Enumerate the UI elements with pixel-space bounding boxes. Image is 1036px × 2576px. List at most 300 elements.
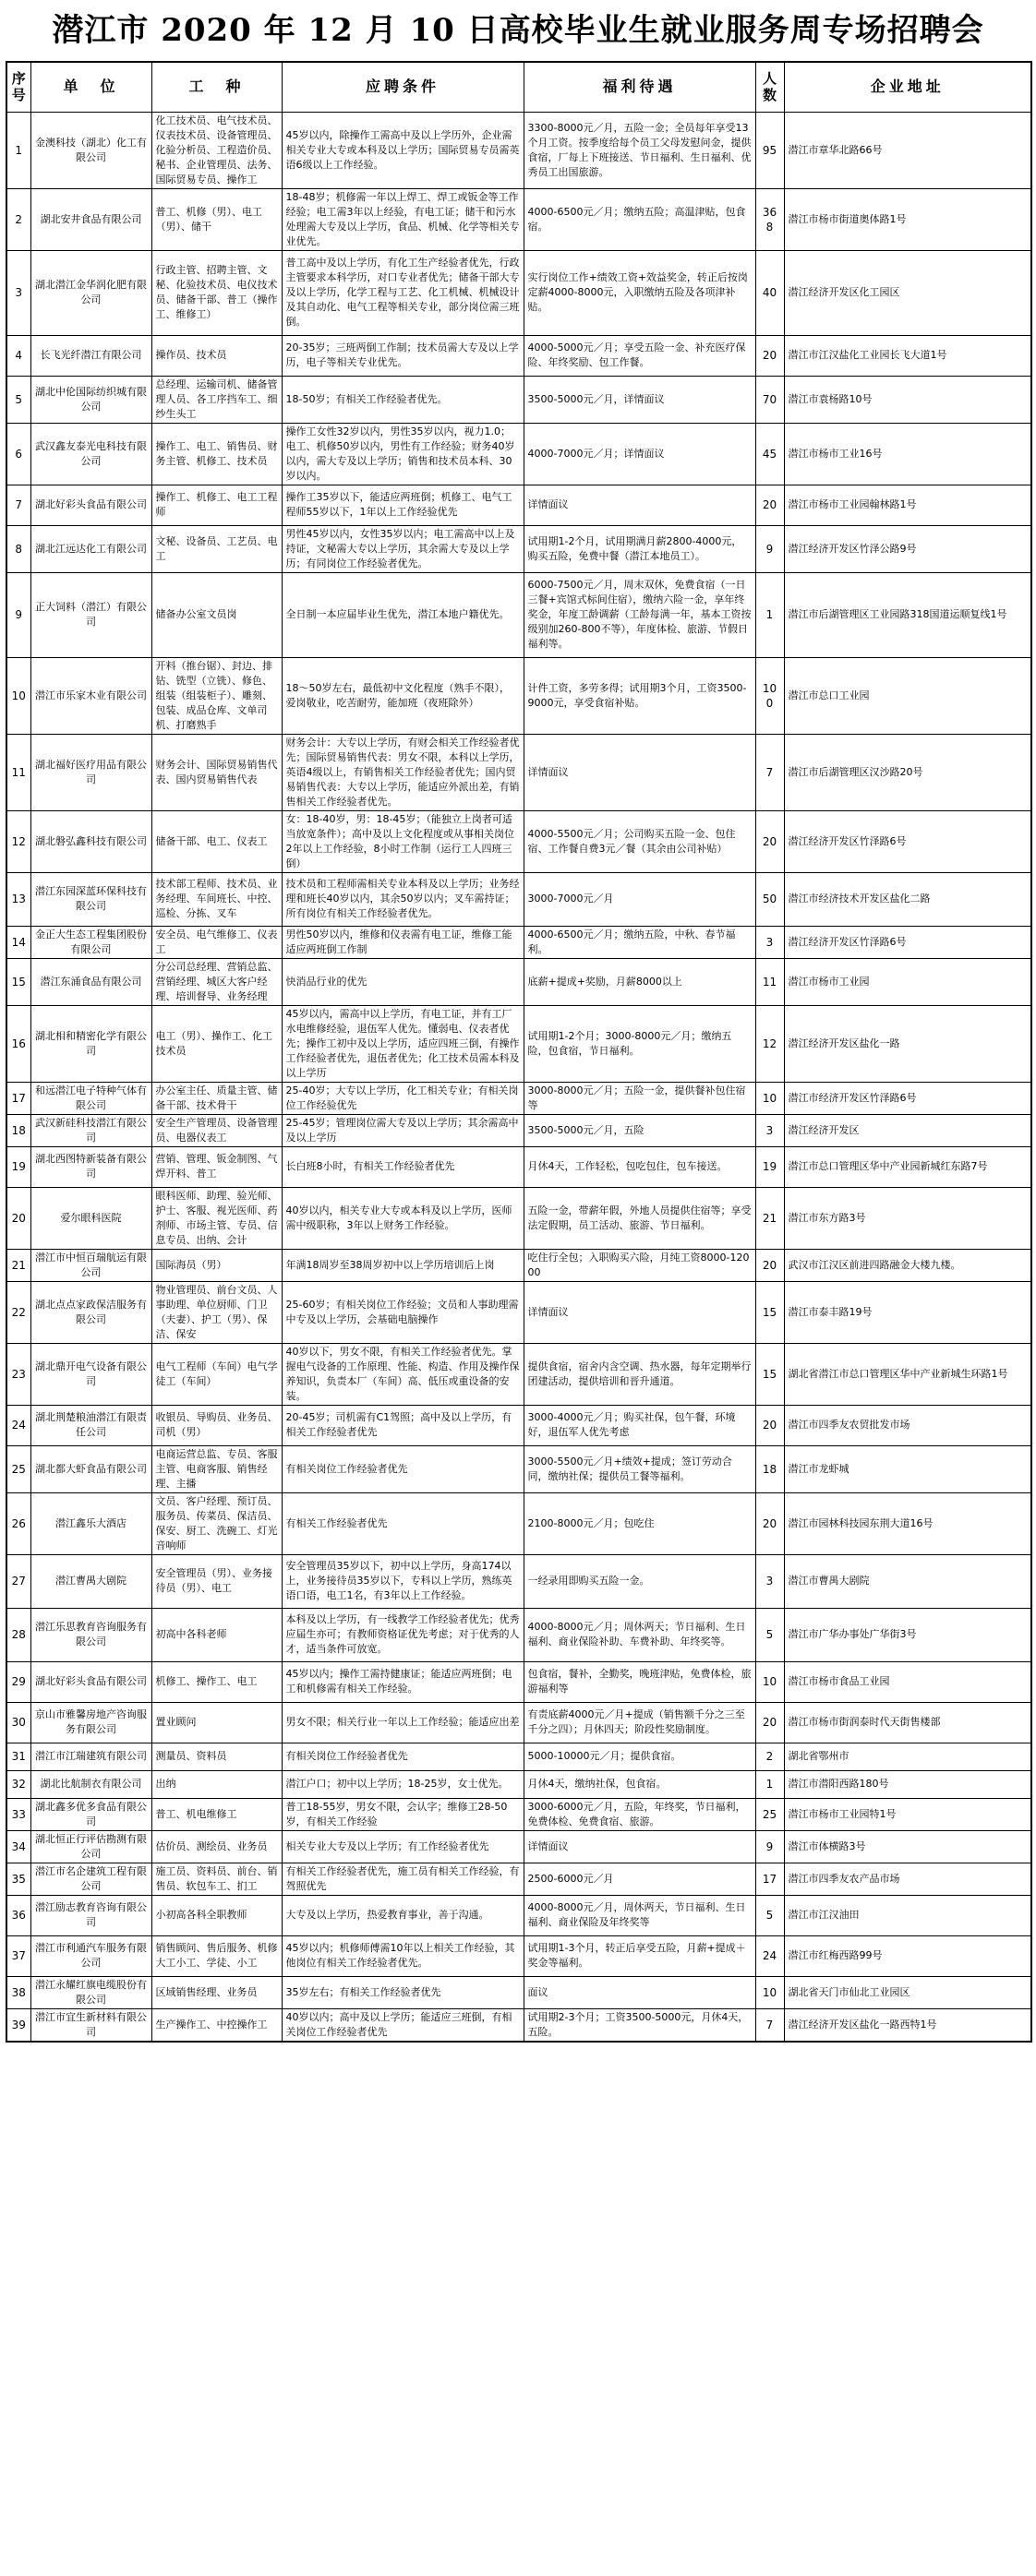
header-count: 人数 — [755, 62, 784, 112]
table-row — [6, 188, 1031, 250]
table-cell-no: 39 — [6, 2008, 30, 2042]
table-cell-count: 3 — [755, 926, 784, 958]
table-cell-no: 2 — [6, 188, 30, 250]
table-row — [6, 1187, 1031, 1249]
table-cell-no: 31 — [6, 1743, 30, 1770]
table-cell-benefits: 试用期1-3个月，转正后享受五险，月薪+提成＋奖金等福利。 — [524, 1935, 755, 1976]
table-cell-jobs: 操作工、机修工、电工工程师 — [151, 485, 282, 525]
table-cell-count: 3 — [755, 1554, 784, 1608]
table-cell-requirements: 18～50岁左右，最低初中文化程度（熟手不限），爱岗敬业，吃苦耐劳，能加班（夜班除外） — [282, 657, 524, 734]
table-cell-jobs: 销售顾问、售后服务、机修大工小工、学徒、小工 — [151, 1935, 282, 1976]
table-row — [6, 1405, 1031, 1445]
table-row — [6, 572, 1031, 657]
table-cell-company: 潜江永耀红旗电缆股份有限公司 — [30, 1976, 151, 2008]
table-cell-count: 5 — [755, 1895, 784, 1935]
table-cell-benefits: 吃住行全包；入职购买六险，月纯工资8000-12000 — [524, 1249, 755, 1281]
table-cell-no: 9 — [6, 572, 30, 657]
table-row — [6, 376, 1031, 423]
table-cell-requirements: 财务会计：大专以上学历，有财会相关工作经验者优先；国际贸易销售代表：男女不限，本科以上学历，英语4级以上，有销售相关工作经验者优先；国内贸易销售代表：大专以上学历，能适应外派出差，有销售相关工作经验者优先。 — [282, 734, 524, 810]
table-cell-requirements: 有相关工作经验者优先，施工员有相关工作经验，有驾照优先 — [282, 1863, 524, 1895]
table-cell-count: 3 — [755, 1114, 784, 1146]
table-cell-jobs: 安全员、电气维修工、仪表工 — [151, 926, 282, 958]
table-cell-benefits: 3000-6000元／月，五险，年终奖，节日福利，免费体检、免费食宿、旅游。 — [524, 1798, 755, 1830]
table-cell-jobs: 电气工程师（车间）电气学徒工（车间） — [151, 1343, 282, 1405]
table-cell-company: 湖北江远达化工有限公司 — [30, 525, 151, 572]
table-cell-no: 26 — [6, 1492, 30, 1554]
table-cell-benefits: 计件工资，多劳多得；试用期3个月，工资3500-9000元，享受食宿补贴。 — [524, 657, 755, 734]
table-cell-company: 潜江市利通汽车服务有限公司 — [30, 1935, 151, 1976]
header-company: 单 位 — [30, 62, 151, 112]
table-row — [6, 810, 1031, 872]
table-cell-benefits: 月休4天，缴纳社保，包食宿。 — [524, 1770, 755, 1798]
table-cell-benefits: 面议 — [524, 1976, 755, 2008]
table-cell-jobs: 操作员、技术员 — [151, 335, 282, 376]
table-cell-requirements: 年满18周岁至38周岁初中以上学历培训后上岗 — [282, 1249, 524, 1281]
table-cell-no: 27 — [6, 1554, 30, 1608]
table-cell-count: 20 — [755, 1492, 784, 1554]
table-cell-address: 潜江市杨市工业园特1号 — [784, 1798, 1031, 1830]
table-cell-benefits: 详情面议 — [524, 485, 755, 525]
table-cell-address: 潜江市广华办事处广华街3号 — [784, 1608, 1031, 1661]
table-row — [6, 485, 1031, 525]
table-cell-address: 潜江市袁杨路10号 — [784, 376, 1031, 423]
table-cell-jobs: 储备干部、电工、仪表工 — [151, 810, 282, 872]
table-cell-jobs: 收银员、导购员、业务员、司机（男） — [151, 1405, 282, 1445]
table-cell-count: 15 — [755, 1281, 784, 1343]
table-cell-no: 21 — [6, 1249, 30, 1281]
table-cell-benefits: 3000-4000元／月；购买社保，包午餐，环境好，退伍军人优先考虑 — [524, 1405, 755, 1445]
table-cell-no: 6 — [6, 423, 30, 485]
table-cell-company: 湖北恒正行评估勘测有限公司 — [30, 1830, 151, 1863]
table-cell-benefits: 3000-5500元／月+绩效+提成；签订劳动合同，缴纳社保；提供员工餐等福利。 — [524, 1445, 755, 1492]
table-cell-jobs: 普工、机电维修工 — [151, 1798, 282, 1830]
table-cell-no: 34 — [6, 1830, 30, 1863]
table-cell-benefits: 4000-5500元／月；公司购买五险一金、包住宿、工作餐自费3元／餐（其余由公司补贴） — [524, 810, 755, 872]
table-cell-company: 潜江东园深蓝环保科技有限公司 — [30, 872, 151, 926]
table-cell-count: 70 — [755, 376, 784, 423]
table-cell-address: 潜江市泰丰路19号 — [784, 1281, 1031, 1343]
table-cell-no: 36 — [6, 1895, 30, 1935]
table-row — [6, 1935, 1031, 1976]
table-cell-jobs: 国际海员（男） — [151, 1249, 282, 1281]
table-cell-requirements: 潜江户口；初中以上学历；18-25岁，女士优先。 — [282, 1770, 524, 1798]
table-cell-no: 23 — [6, 1343, 30, 1405]
table-cell-count: 24 — [755, 1935, 784, 1976]
table-cell-address: 潜江市园林科技园东荆大道16号 — [784, 1492, 1031, 1554]
table-cell-address: 潜江市潜阳西路180号 — [784, 1770, 1031, 1798]
table-cell-company: 潜江市宜生新材料有限公司 — [30, 2008, 151, 2042]
table-cell-address: 潜江市后湖管理区工业园路318国道运顺复线1号 — [784, 572, 1031, 657]
table-cell-jobs: 财务会计、国际贸易销售代表、国内贸易销售代表 — [151, 734, 282, 810]
table-cell-no: 10 — [6, 657, 30, 734]
table-cell-address: 潜江市后湖管理区汉沙路20号 — [784, 734, 1031, 810]
table-cell-count: 20 — [755, 810, 784, 872]
table-cell-count: 10 — [755, 1661, 784, 1702]
table-cell-company: 潜江励志教育咨询有限公司 — [30, 1895, 151, 1935]
table-cell-jobs: 分公司总经理、营销总监、营销经理、城区大客户经理、培训督导、业务经理 — [151, 958, 282, 1005]
table-cell-company: 湖北安井食品有限公司 — [30, 188, 151, 250]
table-cell-company: 湖北鑫多优多食品有限公司 — [30, 1798, 151, 1830]
table-cell-address: 潜江市经济开发区竹泽路6号 — [784, 1082, 1031, 1114]
table-cell-requirements: 相关专业大专及以上学历；有工作经验者优先 — [282, 1830, 524, 1863]
table-cell-benefits: 3000-7000元／月 — [524, 872, 755, 926]
table-cell-company: 湖北好彩头食品有限公司 — [30, 1661, 151, 1702]
table-cell-jobs: 物业管理员、前台文员、人事助理、单位厨师、门卫（夫妻）、护工（男）、保洁、保安 — [151, 1281, 282, 1343]
table-cell-no: 37 — [6, 1935, 30, 1976]
table-cell-address: 潜江市杨市食品工业园 — [784, 1661, 1031, 1702]
table-cell-requirements: 35岁左右；有相关工作经验者优先 — [282, 1976, 524, 2008]
table-cell-requirements: 25-45岁；管理岗位需大专及以上学历；其余需高中及以上学历 — [282, 1114, 524, 1146]
table-cell-benefits: 实行岗位工作+绩效工资+效益奖金，转正后按岗定薪4000-8000元，入职缴纳五险及各项津补贴。 — [524, 250, 755, 335]
table-cell-count: 2 — [755, 1743, 784, 1770]
table-cell-requirements: 普工高中及以上学历，有化工生产经验者优先，行政主管要求本科学历，对口专业者优先；储备干部大专及以上学历，化学工程与工艺、化工机械、机械设计及其自动化、电气工程等相关专业，部分岗位需三班倒。 — [282, 250, 524, 335]
table-cell-count: 15 — [755, 1343, 784, 1405]
table-cell-requirements: 本科及以上学历，有一线教学工作经验者优先；优秀应届生亦可；有教师资格证优先考虑；对于优秀的人才，适当条件可放宽。 — [282, 1608, 524, 1661]
table-cell-jobs: 操作工、电工、销售员、财务主管、机修工、技术员 — [151, 423, 282, 485]
table-cell-benefits: 月休4天，工作轻松，包吃包住，包车接送。 — [524, 1146, 755, 1187]
table-row — [6, 525, 1031, 572]
table-cell-address: 潜江市杨市工业16号 — [784, 423, 1031, 485]
table-cell-jobs: 安全生产管理员、设备管理员、电器仪表工 — [151, 1114, 282, 1146]
table-cell-address: 潜江市四季友农贸批发市场 — [784, 1405, 1031, 1445]
table-cell-count: 17 — [755, 1863, 784, 1895]
table-cell-company: 长飞光纤潜江有限公司 — [30, 335, 151, 376]
table-cell-address: 湖北省潜江市总口管理区华中产业新城生环路1号 — [784, 1343, 1031, 1405]
table-cell-count: 45 — [755, 423, 784, 485]
table-cell-company: 湖北福好医疗用品有限公司 — [30, 734, 151, 810]
table-cell-jobs: 普工、机修（男）、电工（男）、储干 — [151, 188, 282, 250]
table-cell-company: 湖北潜江金华润化肥有限公司 — [30, 250, 151, 335]
table-cell-benefits: 2100-8000元／月；包吃住 — [524, 1492, 755, 1554]
table-cell-requirements: 女：18-40岁，男：18-45岁；（能独立上岗者可适当放宽条件）；高中及以上文化程度或从事相关岗位2年以上工作经验，8小时工作制（运行工人四班三倒） — [282, 810, 524, 872]
table-row — [6, 112, 1031, 188]
table-cell-jobs: 眼科医师、助理、验光师、护士、客服、视光医师、药剂师、市场主管、专员、信息专员、出纳、会计 — [151, 1187, 282, 1249]
table-row — [6, 1445, 1031, 1492]
table-cell-company: 湖北鼎开电气设备有限公司 — [30, 1343, 151, 1405]
table-cell-company: 潜江东涌食品有限公司 — [30, 958, 151, 1005]
table-cell-requirements: 大专及以上学历，热爱教育事业，善于沟通。 — [282, 1895, 524, 1935]
table-cell-company: 湖北点点家政保洁服务有限公司 — [30, 1281, 151, 1343]
table-cell-requirements: 40岁以内；高中及以上学历；能适应三班倒，有相关岗位工作经验者优先 — [282, 2008, 524, 2042]
table-cell-jobs: 营销、管理、钣金制图、气焊开料、普工 — [151, 1146, 282, 1187]
table-cell-benefits: 4000-7000元／月；详情面议 — [524, 423, 755, 485]
table-row — [6, 1249, 1031, 1281]
table-cell-benefits: 提供食宿，宿舍内含空调、热水器，每年定期举行团建活动，提供培训和晋升通道。 — [524, 1343, 755, 1405]
table-cell-requirements: 40岁以下，男女不限，有相关工作经验者优先。掌握电气设备的工作原理、性能、构造、作用及操作保养知识，负责本厂（车间）高、低压或重设备的安装。 — [282, 1343, 524, 1405]
table-cell-company: 湖北西图特新装备有限公司 — [30, 1146, 151, 1187]
table-row — [6, 926, 1031, 958]
table-cell-count: 95 — [755, 112, 784, 188]
table-row — [6, 1895, 1031, 1935]
table-cell-address: 潜江经济开发区化工园区 — [784, 250, 1031, 335]
table-row — [6, 734, 1031, 810]
table-cell-count: 10 — [755, 1976, 784, 2008]
table-cell-benefits: 3500-5000元／月，详情面议 — [524, 376, 755, 423]
header-address: 企业地址 — [784, 62, 1031, 112]
table-cell-address: 潜江市江汉油田 — [784, 1895, 1031, 1935]
table-cell-company: 潜江市江瑞建筑有限公司 — [30, 1743, 151, 1770]
table-cell-jobs: 出纳 — [151, 1770, 282, 1798]
table-cell-address: 潜江市龙虾城 — [784, 1445, 1031, 1492]
table-cell-requirements: 45岁以内；操作工需持健康证；能适应两班倒；电工和机修需有相关工作经验。 — [282, 1661, 524, 1702]
table-cell-requirements: 45岁以内，除操作工需高中及以上学历外，企业需相关专业大专或本科及以上学历；国际贸易专员需英语6级以上工作经验。 — [282, 112, 524, 188]
table-cell-jobs: 化工技术员、电气技术员、仪表技术员、设备管理员、化验分析员、工程造价员、秘书、企业管理员、法务、国际贸易专员、操作工 — [151, 112, 282, 188]
table-cell-benefits: 有责底薪4000元／月+提成（销售额千分之三至千分之四）；月休四天；阶段性奖励制度。 — [524, 1702, 755, 1743]
table-cell-jobs: 安全管理员（男）、业务接待员（男）、电工 — [151, 1554, 282, 1608]
table-cell-no: 5 — [6, 376, 30, 423]
table-cell-company: 湖北荆楚粮油潜江有限责任公司 — [30, 1405, 151, 1445]
table-cell-requirements: 普工18-55岁，男女不限，会认字；维修工28-50岁，有相关工作经验 — [282, 1798, 524, 1830]
table-cell-requirements: 男性50岁以内，维修和仪表需有电工证，维修工能适应两班倒工作制 — [282, 926, 524, 958]
table-cell-requirements: 男性45岁以内，女性35岁以内；电工需高中以上及持证，文秘需大专以上学历，其余需大专及以上学历；有同岗位工作经验者优先。 — [282, 525, 524, 572]
table-cell-count: 20 — [755, 1249, 784, 1281]
table-cell-no: 13 — [6, 872, 30, 926]
table-cell-no: 11 — [6, 734, 30, 810]
table-cell-company: 金澳科技（湖北）化工有限公司 — [30, 112, 151, 188]
table-cell-company: 正大饲料（潜江）有限公司 — [30, 572, 151, 657]
table-cell-no: 38 — [6, 1976, 30, 2008]
table-cell-requirements: 20-45岁；司机需有C1驾照；高中及以上学历，有相关工作经验者优先 — [282, 1405, 524, 1445]
table-cell-requirements: 有相关岗位工作经验者优先 — [282, 1743, 524, 1770]
table-cell-address: 潜江经济开发区盐化一路西特1号 — [784, 2008, 1031, 2042]
table-cell-company: 爱尔眼科医院 — [30, 1187, 151, 1249]
table-cell-requirements: 45岁以内；机修师傅需10年以上相关工作经验，其他岗位有相关工作经验者优先。 — [282, 1935, 524, 1976]
table-cell-company: 潜江曹禺大剧院 — [30, 1554, 151, 1608]
table-cell-no: 17 — [6, 1082, 30, 1114]
table-cell-count: 100 — [755, 657, 784, 734]
table-cell-count: 21 — [755, 1187, 784, 1249]
table-cell-benefits: 详情面议 — [524, 1830, 755, 1863]
table-cell-no: 30 — [6, 1702, 30, 1743]
table-header-row — [6, 62, 1031, 112]
table-cell-company: 潜江市乐家木业有限公司 — [30, 657, 151, 734]
table-cell-count: 5 — [755, 1608, 784, 1661]
table-row — [6, 1281, 1031, 1343]
table-cell-no: 20 — [6, 1187, 30, 1249]
table-cell-benefits: 6000-7500元／月，周末双休，免费食宿（一日三餐+宾馆式标间住宿），缴纳六险一金，享年终奖金，年度工龄调薪（工龄每满一年，基本工资按级别加260-800不等），年度体检、旅游、节假日福利等。 — [524, 572, 755, 657]
table-cell-count: 7 — [755, 2008, 784, 2042]
table-cell-no: 22 — [6, 1281, 30, 1343]
table-cell-requirements: 40岁以内，相关专业大专或本科及以上学历，医师需中级职称，3年以上财务工作经验。 — [282, 1187, 524, 1249]
table-cell-company: 湖北好彩头食品有限公司 — [30, 485, 151, 525]
table-row — [6, 1863, 1031, 1895]
table-cell-jobs: 施工员、资料员、前台、销售员、软包车工、扪工 — [151, 1863, 282, 1895]
table-cell-no: 24 — [6, 1405, 30, 1445]
table-cell-address: 潜江市四季友农产品市场 — [784, 1863, 1031, 1895]
table-row — [6, 1082, 1031, 1114]
table-cell-no: 19 — [6, 1146, 30, 1187]
table-cell-no: 15 — [6, 958, 30, 1005]
table-row — [6, 1661, 1031, 1702]
table-cell-benefits: 5000-10000元／月；提供食宿。 — [524, 1743, 755, 1770]
table-cell-jobs: 文员、客户经理、预订员、服务员、传菜员、保洁员、保安、厨工、洗碗工、灯光音响师 — [151, 1492, 282, 1554]
table-cell-requirements: 25-60岁；有相关岗位工作经验；文员和人事助理需中专及以上学历，会基础电脑操作 — [282, 1281, 524, 1343]
table-cell-no: 18 — [6, 1114, 30, 1146]
table-cell-benefits: 4000-8000元／月；周休两天；节日福利、生日福利、商业保险补助、车费补助、年终奖等。 — [524, 1608, 755, 1661]
table-cell-requirements: 20-35岁；三班两倒工作制；技术员需大专及以上学历，电子等相关专业优先。 — [282, 335, 524, 376]
table-cell-benefits: 试用期1-2个月；3000-8000元／月；缴纳五险，包食宿，节日福利。 — [524, 1005, 755, 1082]
table-cell-address: 潜江市章华北路66号 — [784, 112, 1031, 188]
table-cell-benefits: 五险一金，带薪年假，外地人员提供住宿等；享受法定假期，员工活动、旅游、节日福利。 — [524, 1187, 755, 1249]
header-jobs: 工 种 — [151, 62, 282, 112]
table-row — [6, 1492, 1031, 1554]
table-row — [6, 1743, 1031, 1770]
table-cell-jobs: 初高中各科老师 — [151, 1608, 282, 1661]
table-cell-address: 潜江市杨市街润泰时代天街售楼部 — [784, 1702, 1031, 1743]
table-cell-count: 18 — [755, 1445, 784, 1492]
table-row — [6, 657, 1031, 734]
table-cell-jobs: 储备办公室文员岗 — [151, 572, 282, 657]
table-cell-no: 1 — [6, 112, 30, 188]
table-cell-address: 潜江市总口工业园 — [784, 657, 1031, 734]
table-cell-requirements: 全日制一本应届毕业生优先，潜江本地户籍优先。 — [282, 572, 524, 657]
table-cell-count: 9 — [755, 525, 784, 572]
table-cell-count: 20 — [755, 1405, 784, 1445]
table-cell-count: 1 — [755, 1770, 784, 1798]
table-row — [6, 423, 1031, 485]
table-cell-address: 潜江市杨市街道奥体路1号 — [784, 188, 1031, 250]
table-cell-count: 50 — [755, 872, 784, 926]
table-cell-requirements: 有相关工作经验者优先 — [282, 1492, 524, 1554]
table-cell-no: 29 — [6, 1661, 30, 1702]
table-cell-count: 368 — [755, 188, 784, 250]
table-cell-address: 潜江市江汉盐化工业园长飞大道1号 — [784, 335, 1031, 376]
table-cell-no: 4 — [6, 335, 30, 376]
table-cell-no: 14 — [6, 926, 30, 958]
table-cell-count: 10 — [755, 1082, 784, 1114]
table-cell-address: 潜江经济开发区竹泽公路9号 — [784, 525, 1031, 572]
table-cell-count: 1 — [755, 572, 784, 657]
header-requirements: 应聘条件 — [282, 62, 524, 112]
table-cell-count: 11 — [755, 958, 784, 1005]
table-row — [6, 872, 1031, 926]
table-cell-requirements: 45岁以内，需高中以上学历，有电工证，并有工厂水电维修经验，退伍军人优先。懂弱电、仪表者优先；操作工初中及以上学历，适应四班三倒，有操作工作经验者优先，退伍者优先；化工技术员需本科及以上学历 — [282, 1005, 524, 1082]
table-cell-jobs: 文秘、设备员、工艺员、电工 — [151, 525, 282, 572]
table-cell-benefits: 一经录用即购买五险一金。 — [524, 1554, 755, 1608]
table-cell-jobs: 估价员、测绘员、业务员 — [151, 1830, 282, 1863]
table-cell-jobs: 置业顾问 — [151, 1702, 282, 1743]
job-table — [6, 61, 1032, 2043]
table-cell-requirements: 技术员和工程师需相关专业本科及以上学历；业务经理和班长40岁以内，其余50岁以内；叉车需持证；所有岗位有相关工作经验者优先。 — [282, 872, 524, 926]
table-cell-count: 7 — [755, 734, 784, 810]
table-row — [6, 1343, 1031, 1405]
table-cell-company: 湖北比航制衣有限公司 — [30, 1770, 151, 1798]
table-cell-jobs: 测量员、资料员 — [151, 1743, 282, 1770]
table-cell-address: 潜江经济开发区竹泽路6号 — [784, 926, 1031, 958]
table-cell-benefits: 3300-8000元／月，五险一金；全员每年享受13个月工资。按季度给每个员工父母发慰问金，提供食宿，厂每上下班接送、节日福利、生日福利、优秀员工出国旅游。 — [524, 112, 755, 188]
table-row — [6, 1608, 1031, 1661]
table-row — [6, 1702, 1031, 1743]
table-row — [6, 250, 1031, 335]
table-cell-company: 湖北都大虾食品有限公司 — [30, 1445, 151, 1492]
table-cell-benefits: 包食宿，餐补，全勤奖，晚班津贴，免费体检，旅游福利等 — [524, 1661, 755, 1702]
table-cell-benefits: 3000-8000元／月；五险一金，提供餐补包住宿等 — [524, 1082, 755, 1114]
table-row — [6, 1770, 1031, 1798]
header-no: 序号 — [6, 62, 30, 112]
table-cell-count: 12 — [755, 1005, 784, 1082]
table-cell-requirements: 男女不限；相关行业一年以上工作经验；能适应出差 — [282, 1702, 524, 1743]
table-cell-benefits: 3500-5000元／月，五险 — [524, 1114, 755, 1146]
table-cell-address: 潜江市经济技术开发区盐化二路 — [784, 872, 1031, 926]
table-row — [6, 335, 1031, 376]
table-cell-company: 金正大生态工程集团股份有限公司 — [30, 926, 151, 958]
table-cell-benefits: 详情面议 — [524, 734, 755, 810]
table-cell-benefits: 底薪+提成+奖励，月薪8000以上 — [524, 958, 755, 1005]
table-cell-jobs: 电工（男）、操作工、化工技术员 — [151, 1005, 282, 1082]
table-cell-no: 3 — [6, 250, 30, 335]
table-cell-count: 40 — [755, 250, 784, 335]
table-cell-address: 潜江经济开发区 — [784, 1114, 1031, 1146]
table-row — [6, 1554, 1031, 1608]
table-cell-benefits: 4000-6500元／月；缴纳五险；高温津贴，包食宿。 — [524, 188, 755, 250]
table-cell-requirements: 快消品行业的优先 — [282, 958, 524, 1005]
table-row — [6, 2008, 1031, 2042]
table-cell-address: 湖北省天门市仙北工业园区 — [784, 1976, 1031, 2008]
table-cell-count: 20 — [755, 485, 784, 525]
table-cell-count: 9 — [755, 1830, 784, 1863]
table-cell-address: 潜江市红梅西路99号 — [784, 1935, 1031, 1976]
table-cell-benefits: 4000-6500元／月；缴纳五险，中秋、春节福利。 — [524, 926, 755, 958]
table-cell-no: 32 — [6, 1770, 30, 1798]
table-cell-company: 京山市雅馨房地产咨询服务有限公司 — [30, 1702, 151, 1743]
table-cell-jobs: 开料（推台锯）、封边、排钻、铣型（立铣）、修色、组装（组装柜子）、雕刻、包装、成品仓库、文单司机、打磨熟手 — [151, 657, 282, 734]
table-cell-requirements: 25-40岁；大专以上学历，化工相关专业；有相关岗位工作经验优先 — [282, 1082, 524, 1114]
table-cell-no: 16 — [6, 1005, 30, 1082]
table-cell-address: 潜江市体横路3号 — [784, 1830, 1031, 1863]
table-cell-address: 潜江市曹禺大剧院 — [784, 1554, 1031, 1608]
table-cell-benefits: 4000-5000元／月；享受五险一金、补充医疗保险、年终奖励、包工作餐。 — [524, 335, 755, 376]
table-cell-jobs: 机修工、操作工、电工 — [151, 1661, 282, 1702]
table-row — [6, 1005, 1031, 1082]
table-cell-company: 武汉新硅科技潜江有限公司 — [30, 1114, 151, 1146]
table-cell-company: 湖北相和精密化学有限公司 — [30, 1005, 151, 1082]
table-cell-company: 潜江鑫乐大酒店 — [30, 1492, 151, 1554]
table-cell-jobs: 生产操作工、中控操作工 — [151, 2008, 282, 2042]
table-cell-count: 20 — [755, 1702, 784, 1743]
table-cell-company: 和远潜江电子特种气体有限公司 — [30, 1082, 151, 1114]
table-cell-address: 潜江经济开发区盐化一路 — [784, 1005, 1031, 1082]
table-cell-no: 28 — [6, 1608, 30, 1661]
table-cell-no: 8 — [6, 525, 30, 572]
table-cell-address: 武汉市江汉区前进四路融金大楼九楼。 — [784, 1249, 1031, 1281]
table-cell-no: 25 — [6, 1445, 30, 1492]
table-row — [6, 958, 1031, 1005]
table-cell-benefits: 试用期1-2个月，试用期满月薪2800-4000元，购买五险，免费中餐（潜江本地员工）。 — [524, 525, 755, 572]
table-cell-requirements: 18-48岁；机修需一年以上焊工、焊工或钣金等工作经验；电工需3年以上经验，有电工证；储干和污水处理需大专及以上学历，食品、机械、化学等相关专业优先。 — [282, 188, 524, 250]
table-cell-requirements: 操作工女性32岁以内，男性35岁以内，视力1.0；电工、机修50岁以内，男性有工作经验；财务40岁以内，需大专及以上学历；销售和技术员本科、30岁以内。 — [282, 423, 524, 485]
table-cell-count: 25 — [755, 1798, 784, 1830]
table-cell-jobs: 技术部工程师、技术员、业务经理、车间班长、中控、巡检、分拣、叉车 — [151, 872, 282, 926]
table-cell-no: 12 — [6, 810, 30, 872]
table-cell-address: 潜江市总口管理区华中产业园新城红东路7号 — [784, 1146, 1031, 1187]
table-cell-address: 潜江市杨市工业园翰林路1号 — [784, 485, 1031, 525]
table-cell-company: 武汉鑫友泰光电科技有限公司 — [30, 423, 151, 485]
table-cell-address: 潜江市杨市工业园 — [784, 958, 1031, 1005]
table-cell-benefits: 试用期2-3个月；工资3500-5000元，月休4天，五险。 — [524, 2008, 755, 2042]
header-benefits: 福利待遇 — [524, 62, 755, 112]
table-cell-company: 潜江市名企建筑工程有限公司 — [30, 1863, 151, 1895]
table-cell-benefits: 详情面议 — [524, 1281, 755, 1343]
table-cell-requirements: 安全管理员35岁以下，初中以上学历，身高174以上，业务接待员35岁以下，专科以上学历，熟练英语口语，电工1名，有3年以上工作经验。 — [282, 1554, 524, 1608]
table-cell-requirements: 18-50岁；有相关工作经验者优先。 — [282, 376, 524, 423]
table-cell-count: 20 — [755, 335, 784, 376]
table-cell-no: 33 — [6, 1798, 30, 1830]
table-cell-jobs: 小初高各科全职教师 — [151, 1895, 282, 1935]
table-cell-requirements: 长白班8小时，有相关工作经验者优先 — [282, 1146, 524, 1187]
table-cell-jobs: 办公室主任、质量主管、储备干部、技术骨干 — [151, 1082, 282, 1114]
table-row — [6, 1830, 1031, 1863]
table-cell-jobs: 总经理、运输司机、储备管理人员、各工序挡车工、细纱生头工 — [151, 376, 282, 423]
